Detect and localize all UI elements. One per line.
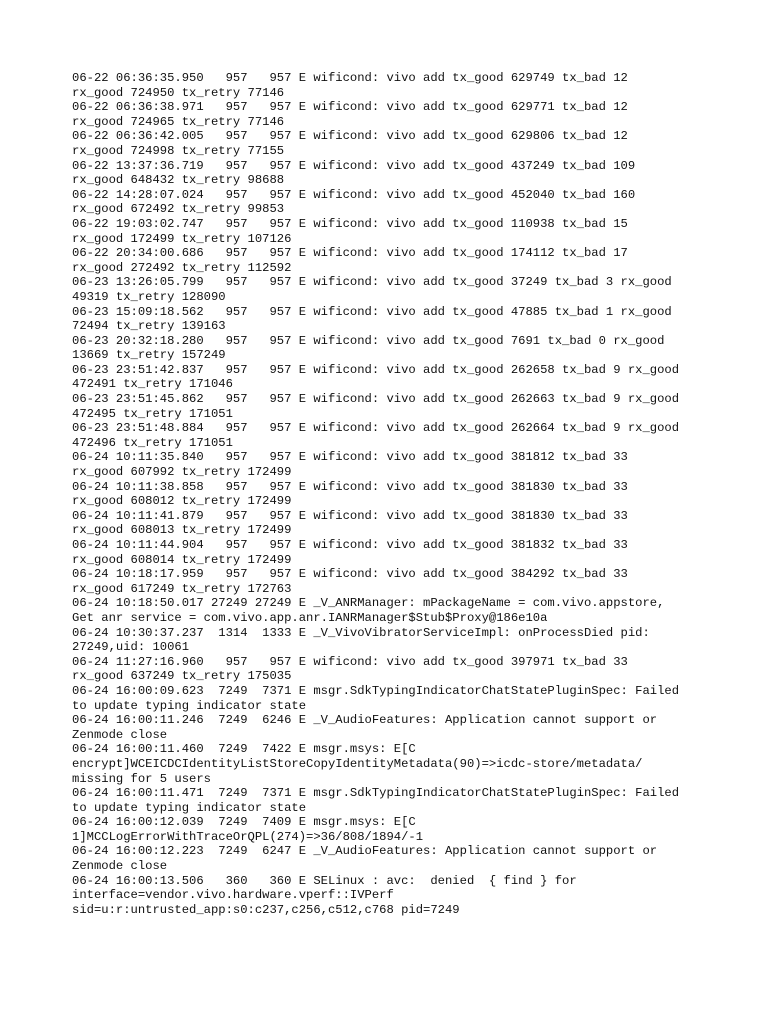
log-line: rx_good 724965 tx_retry 77146: [72, 114, 285, 129]
log-line: 06-24 11:27:16.960 957 957 E wificond: vivo add tx_good 397971 tx_bad 33: [72, 654, 628, 669]
log-line: 06-24 16:00:11.246 7249 6246 E _V_AudioFeatures: Application cannot support or: [72, 713, 658, 728]
log-line: rx_good 617249 tx_retry 172763: [72, 581, 292, 596]
log-line: 06-23 23:51:42.837 957 957 E wificond: vivo add tx_good 262658 tx_bad 9 rx_good: [72, 362, 680, 377]
log-line: 06-24 16:00:11.460 7249 7422 E msgr.msys: E[C: [72, 742, 416, 757]
log-line: 06-22 14:28:07.024 957 957 E wificond: vivo add tx_good 452040 tx_bad 160: [72, 187, 636, 202]
log-line: to update typing indicator state: [72, 800, 307, 815]
log-line: 06-24 10:11:41.879 957 957 E wificond: vivo add tx_good 381830 tx_bad 33: [72, 508, 628, 523]
log-line: 06-22 06:36:42.005 957 957 E wificond: vivo add tx_good 629806 tx_bad 12: [72, 129, 628, 144]
log-line: 06-24 10:11:35.840 957 957 E wificond: vivo add tx_good 381812 tx_bad 33: [72, 450, 628, 465]
log-line: 06-24 16:00:11.471 7249 7371 E msgr.SdkTypingIndicatorChatStatePluginSpec: Failed: [72, 786, 680, 801]
log-line: interface=vendor.vivo.hardware.vperf::IVPerf: [72, 888, 394, 903]
log-line: 06-22 06:36:35.950 957 957 E wificond: vivo add tx_good 629749 tx_bad 12: [72, 71, 628, 85]
log-line: 06-23 20:32:18.280 957 957 E wificond: vivo add tx_good 7691 tx_bad 0 rx_good: [72, 333, 665, 348]
log-line: rx_good 724998 tx_retry 77155: [72, 143, 285, 158]
log-line: rx_good 272492 tx_retry 112592: [72, 260, 292, 275]
log-line: Get anr service = com.vivo.app.anr.IANRManager$Stub$Proxy@186e10a: [72, 610, 548, 625]
log-line: 472496 tx_retry 171051: [72, 435, 233, 450]
log-line: 06-24 10:30:37.237 1314 1333 E _V_VivoVibratorServiceImpl: onProcessDied pid:: [72, 625, 650, 640]
log-line: 06-24 10:18:50.017 27249 27249 E _V_ANRManager: mPackageName = com.vivo.appstore,: [72, 596, 665, 611]
log-line: rx_good 607992 tx_retry 172499: [72, 465, 292, 480]
log-line: 06-22 19:03:02.747 957 957 E wificond: vivo add tx_good 110938 tx_bad 15: [72, 216, 628, 231]
log-line: rx_good 172499 tx_retry 107126: [72, 231, 292, 246]
log-line: 06-24 10:11:38.858 957 957 E wificond: vivo add tx_good 381830 tx_bad 33: [72, 479, 628, 494]
log-line: rx_good 608013 tx_retry 172499: [72, 523, 292, 538]
log-line: 06-24 10:18:17.959 957 957 E wificond: vivo add tx_good 384292 tx_bad 33: [72, 567, 628, 582]
log-line: Zenmode close: [72, 727, 168, 742]
log-line: Zenmode close: [72, 859, 168, 874]
log-line: sid=u:r:untrusted_app:s0:c237,c256,c512,c768 pid=7249: [72, 902, 460, 917]
log-line: rx_good 724950 tx_retry 77146: [72, 85, 285, 100]
log-line: 06-24 16:00:13.506 360 360 E SELinux : avc: denied { find } for: [72, 873, 577, 888]
log-line: 06-23 15:09:18.562 957 957 E wificond: vivo add tx_good 47885 tx_bad 1 rx_good: [72, 304, 672, 319]
log-line: 72494 tx_retry 139163: [72, 319, 226, 334]
log-line: 13669 tx_retry 157249: [72, 348, 226, 363]
log-line: 472495 tx_retry 171051: [72, 406, 233, 421]
log-line: 06-24 16:00:12.039 7249 7409 E msgr.msys: E[C: [72, 815, 416, 830]
log-line: 06-22 20:34:00.686 957 957 E wificond: vivo add tx_good 174112 tx_bad 17: [72, 246, 628, 261]
log-line: 27249,uid: 10061: [72, 640, 190, 655]
log-line: 49319 tx_retry 128090: [72, 289, 226, 304]
log-line: 06-24 10:11:44.904 957 957 E wificond: vivo add tx_good 381832 tx_bad 33: [72, 538, 628, 552]
log-line: 06-22 13:37:36.719 957 957 E wificond: vivo add tx_good 437249 tx_bad 109: [72, 158, 636, 173]
log-document: [72, 71, 712, 917]
log-line: encrypt]WCEICDCIdentityListStoreCopyIdentityMetadata(90)=>icdc-store/metadata/: [72, 756, 643, 771]
log-line: rx_good 608012 tx_retry 172499: [72, 494, 292, 509]
log-line: 06-24 16:00:09.623 7249 7371 E msgr.SdkTypingIndicatorChatStatePluginSpec: Failed: [72, 683, 680, 698]
log-line: 06-24 16:00:12.223 7249 6247 E _V_AudioFeatures: Application cannot support or: [72, 844, 658, 859]
log-line: 06-23 13:26:05.799 957 957 E wificond: vivo add tx_good 37249 tx_bad 3 rx_good: [72, 275, 672, 290]
log-line: rx_good 648432 tx_retry 98688: [72, 173, 285, 188]
log-line: rx_good 608014 tx_retry 172499: [72, 552, 292, 567]
log-line: missing for 5 users: [72, 771, 211, 786]
log-line: rx_good 637249 tx_retry 175035: [72, 669, 292, 684]
log-line: 06-23 23:51:48.884 957 957 E wificond: vivo add tx_good 262664 tx_bad 9 rx_good: [72, 421, 680, 436]
log-line: rx_good 672492 tx_retry 99853: [72, 202, 285, 217]
log-line: 1]MCCLogErrorWithTraceOrQPL(274)=>36/808/1894/-1: [72, 829, 424, 844]
log-line: to update typing indicator state: [72, 698, 307, 713]
log-line: 06-22 06:36:38.971 957 957 E wificond: vivo add tx_good 629771 tx_bad 12: [72, 100, 628, 115]
log-line: 472491 tx_retry 171046: [72, 377, 233, 392]
log-line: 06-23 23:51:45.862 957 957 E wificond: vivo add tx_good 262663 tx_bad 9 rx_good: [72, 392, 680, 407]
